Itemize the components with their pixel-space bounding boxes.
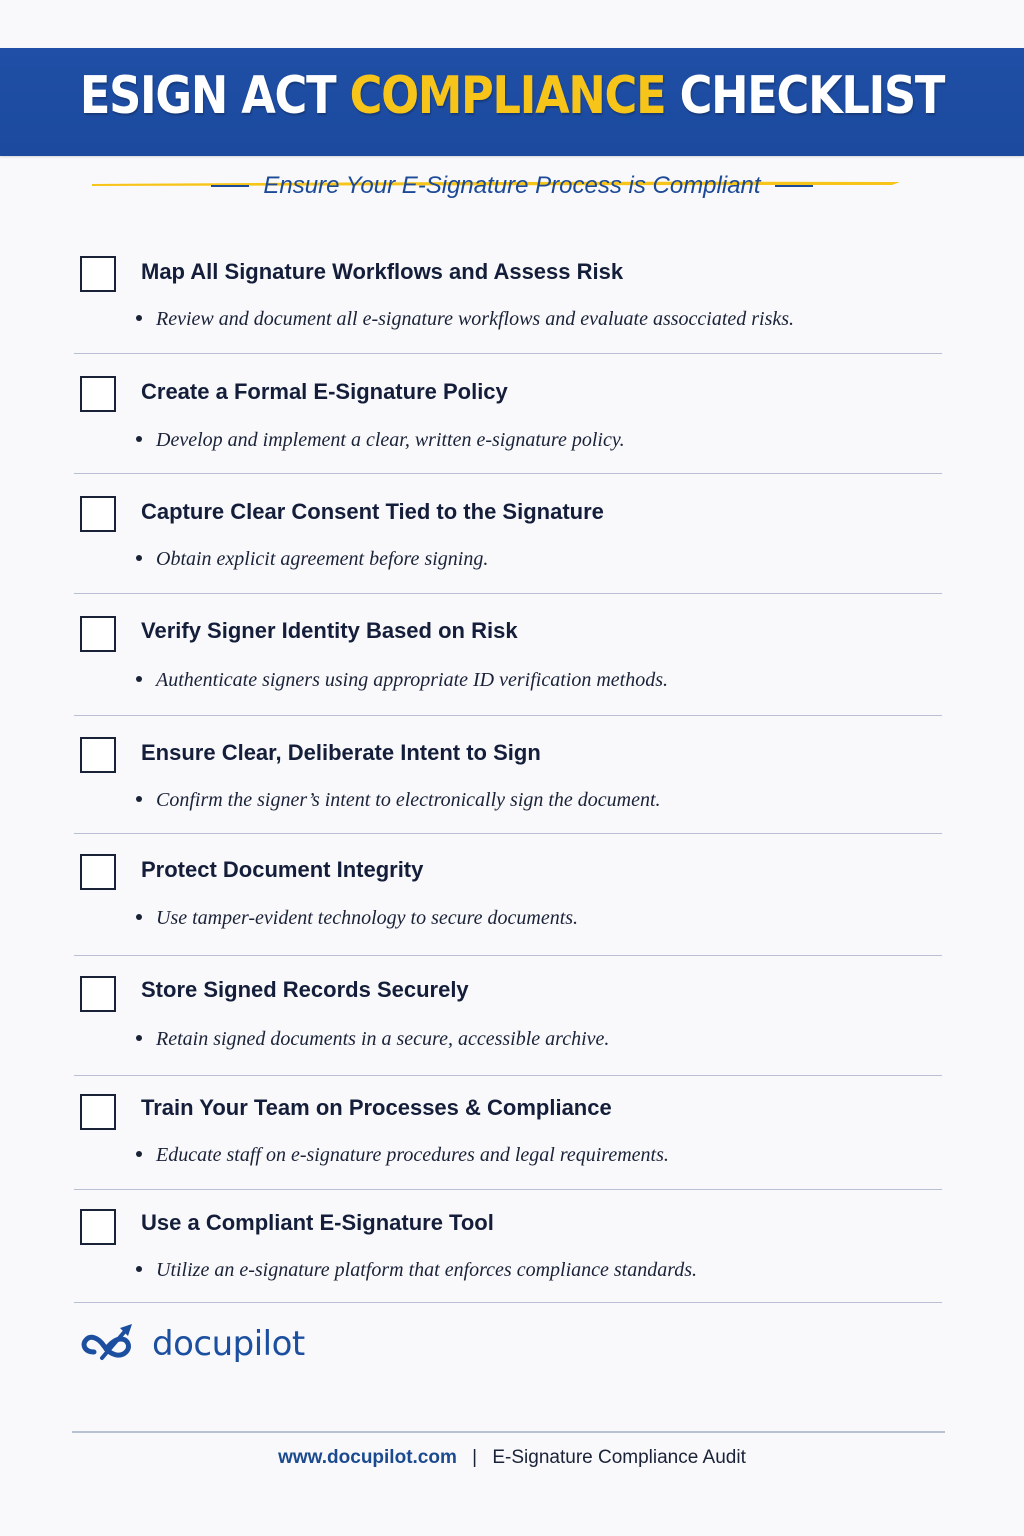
checkbox[interactable] [80, 496, 116, 532]
checklist-item [74, 474, 942, 594]
item-title: Use a Compliant E-Signature Tool [141, 1210, 494, 1235]
title-banner [0, 48, 1024, 156]
item-description: Utilize an e-signature platform that enforces compliance standards. [136, 1259, 697, 1282]
bullet-icon [136, 315, 142, 321]
footer-separator: | [472, 1447, 478, 1468]
checkbox[interactable] [80, 1209, 116, 1245]
footer [0, 1447, 1024, 1469]
item-title: Create a Formal E-Signature Policy [141, 379, 508, 404]
item-description: Use tamper-evident technology to secure documents. [136, 907, 578, 930]
bullet-icon [136, 914, 142, 920]
checkbox[interactable] [80, 854, 116, 890]
bullet-icon [136, 436, 142, 442]
subtitle-dash-right [775, 185, 813, 187]
checklist-item [74, 232, 942, 354]
footer-divider [72, 1431, 945, 1433]
item-title: Ensure Clear, Deliberate Intent to Sign [141, 740, 541, 765]
checklist-item [74, 834, 942, 956]
item-title: Train Your Team on Processes & Compliance [141, 1095, 612, 1120]
checklist-item [74, 1076, 942, 1190]
item-description: Develop and implement a clear, written e-signature policy. [136, 429, 625, 452]
item-description: Educate staff on e-signature procedures and legal requirements. [136, 1144, 669, 1167]
checkbox[interactable] [80, 616, 116, 652]
checkbox[interactable] [80, 376, 116, 412]
item-description: Confirm the signer’s intent to electronically sign the document. [136, 789, 661, 812]
checklist-item [74, 956, 942, 1076]
bullet-icon [136, 676, 142, 682]
checklist-item [74, 716, 942, 834]
checklist-item [74, 594, 942, 716]
item-description: Obtain explicit agreement before signing. [136, 548, 488, 571]
footer-label: E-Signature Compliance Audit [492, 1447, 746, 1468]
logo-text: docupilot [152, 1324, 305, 1364]
infinity-paper-plane-icon [80, 1322, 146, 1366]
website-link[interactable]: www.docupilot.com [278, 1447, 457, 1468]
checkbox[interactable] [80, 256, 116, 292]
bullet-icon [136, 796, 142, 802]
item-description: Authenticate signers using appropriate ID verification methods. [136, 669, 668, 692]
item-title: Verify Signer Identity Based on Risk [141, 618, 518, 643]
title-part-checklist: CHECKLIST [665, 66, 945, 126]
checklist-item [74, 1190, 942, 1303]
bullet-icon [136, 555, 142, 561]
item-title: Protect Document Integrity [141, 857, 424, 882]
item-title: Map All Signature Workflows and Assess Risk [141, 259, 624, 284]
docupilot-logo[interactable] [80, 1322, 305, 1366]
bullet-icon [136, 1035, 142, 1041]
checkbox[interactable] [80, 737, 116, 773]
title-accent-compliance: COMPLIANCE [349, 66, 666, 126]
item-title: Store Signed Records Securely [141, 977, 469, 1002]
item-description: Review and document all e-signature workflows and evaluate assocciated risks. [136, 308, 794, 331]
item-title: Capture Clear Consent Tied to the Signature [141, 499, 604, 524]
checkbox[interactable] [80, 1094, 116, 1130]
bullet-icon [136, 1266, 142, 1272]
title-part-esign-act: ESIGN ACT [79, 66, 350, 126]
checklist [74, 232, 942, 1303]
checkbox[interactable] [80, 976, 116, 1012]
subtitle-text: Ensure Your E-Signature Process is Compliant [263, 172, 761, 199]
subtitle [0, 172, 1024, 200]
bullet-icon [136, 1151, 142, 1157]
subtitle-dash-left [211, 185, 249, 187]
page-title [72, 66, 953, 126]
item-description: Retain signed documents in a secure, accessible archive. [136, 1028, 609, 1051]
checklist-item [74, 354, 942, 474]
